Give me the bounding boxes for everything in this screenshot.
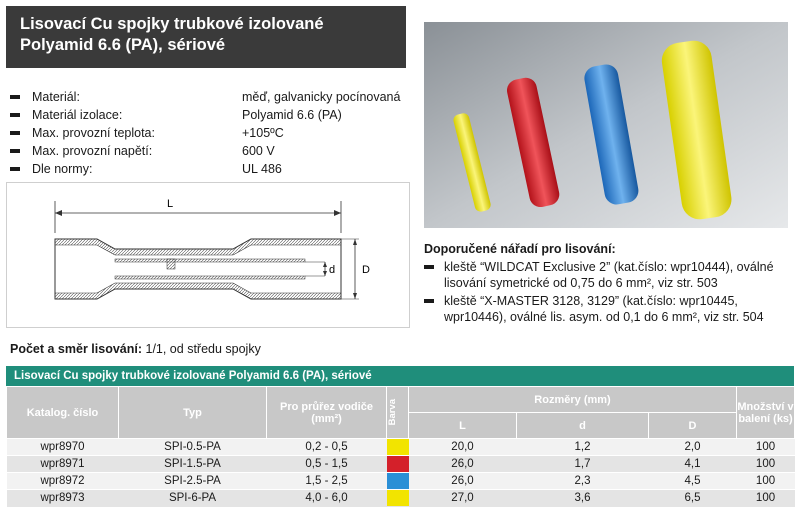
bullet-icon [10, 131, 20, 135]
cell-type: SPI-0.5-PA [119, 439, 267, 456]
property-label: Dle normy: [32, 162, 93, 176]
tool-text: kleště “X-MASTER 3128, 3129” (kat.číslo: wpr10445, wpr10446), oválné lis. asym. od 0,1 do 6 mm², viz str. 504 [444, 294, 764, 324]
bullet-icon [10, 167, 20, 171]
cell-catalog: wpr8970 [7, 439, 119, 456]
connector-drawing [7, 183, 409, 327]
cell-cross: 0,5 - 1,5 [267, 456, 387, 473]
header-D: D [649, 413, 737, 439]
color-swatch [387, 473, 409, 489]
dimension-d-label: d [329, 264, 336, 276]
cell-type: SPI-1.5-PA [119, 456, 267, 473]
dimension-D-label: D [362, 264, 370, 276]
color-swatch [387, 490, 409, 506]
cell-qty: 100 [737, 439, 795, 456]
cell-D: 4,5 [649, 473, 737, 490]
header-L: L [409, 413, 517, 439]
property-row [10, 142, 410, 160]
cell-catalog: wpr8971 [7, 456, 119, 473]
cell-qty: 100 [737, 490, 795, 507]
cell-color [387, 473, 409, 490]
property-label: Materiál: [32, 90, 80, 104]
cell-L: 20,0 [409, 439, 517, 456]
title-line-1: Lisovací Cu spojky trubkové izolované [20, 15, 324, 33]
connectors-image [424, 22, 788, 228]
crimp-info [10, 342, 261, 356]
cell-type: SPI-2.5-PA [119, 473, 267, 490]
cell-cross: 4,0 - 6,0 [267, 490, 387, 507]
cell-d: 1,7 [517, 456, 649, 473]
cell-d: 1,2 [517, 439, 649, 456]
bullet-icon [10, 149, 20, 153]
product-photo [424, 22, 788, 228]
color-swatch [387, 456, 409, 472]
properties-list [10, 88, 410, 178]
cell-L: 26,0 [409, 456, 517, 473]
cell-catalog: wpr8972 [7, 473, 119, 490]
cell-color [387, 490, 409, 507]
property-row [10, 124, 410, 142]
tool-text: kleště “WILDCAT Exclusive 2” (kat.číslo: wpr10444), oválné lisování symetrické od 0,75 do 6 mm², viz str. 503 [444, 260, 774, 290]
cell-color [387, 456, 409, 473]
table-row [7, 439, 795, 456]
cell-d: 3,6 [517, 490, 649, 507]
cell-type: SPI-6-PA [119, 490, 267, 507]
tools-heading: Doporučené nářadí pro lisování: [424, 242, 616, 256]
dimension-L-label: L [167, 198, 174, 210]
header-catalog: Katalog. číslo [7, 387, 119, 439]
bullet-icon [424, 299, 434, 303]
cell-cross: 1,5 - 2,5 [267, 473, 387, 490]
cell-L: 26,0 [409, 473, 517, 490]
property-row [10, 106, 410, 124]
cell-d: 2,3 [517, 473, 649, 490]
bullet-icon [424, 265, 434, 269]
product-title [6, 6, 406, 68]
color-swatch [387, 439, 409, 455]
property-value: UL 486 [242, 162, 282, 176]
property-row [10, 160, 410, 178]
cell-qty: 100 [737, 456, 795, 473]
tool-item [424, 259, 794, 291]
cell-D: 4,1 [649, 456, 737, 473]
cell-catalog: wpr8973 [7, 490, 119, 507]
header-cross-section: Pro průřez vodiče (mm²) [267, 387, 387, 439]
cell-D: 6,5 [649, 490, 737, 507]
header-type: Typ [119, 387, 267, 439]
property-label: Max. provozní teplota: [32, 126, 155, 140]
cell-L: 27,0 [409, 490, 517, 507]
property-label: Max. provozní napětí: [32, 144, 153, 158]
property-value: Polyamid 6.6 (PA) [242, 108, 342, 122]
cell-color [387, 439, 409, 456]
table-row [7, 456, 795, 473]
property-value: +105ºC [242, 126, 284, 140]
header-dimensions: Rozměry (mm) [409, 387, 737, 413]
crimp-label: Počet a směr lisování: [10, 342, 143, 356]
crimp-value: 1/1, od středu spojky [142, 342, 261, 356]
bullet-icon [10, 95, 20, 99]
property-value: 600 V [242, 144, 275, 158]
cell-qty: 100 [737, 473, 795, 490]
product-table [6, 366, 794, 507]
technical-drawing [6, 182, 410, 328]
bullet-icon [10, 113, 20, 117]
header-d: d [517, 413, 649, 439]
header-color [387, 387, 409, 439]
cell-cross: 0,2 - 0,5 [267, 439, 387, 456]
property-row [10, 88, 410, 106]
cell-D: 2,0 [649, 439, 737, 456]
recommended-tools [424, 241, 794, 325]
table-row [7, 473, 795, 490]
tool-item [424, 293, 794, 325]
table-title: Lisovací Cu spojky trubkové izolované Polyamid 6.6 (PA), sériové [6, 366, 794, 386]
property-value: měď, galvanicky pocínovaná [242, 90, 401, 104]
header-color-label: Barva [387, 399, 398, 426]
property-label: Materiál izolace: [32, 108, 123, 122]
header-quantity: Množství v balení (ks) [737, 387, 795, 439]
table-row [7, 490, 795, 507]
title-line-2: Polyamid 6.6 (PA), sériové [20, 36, 226, 54]
